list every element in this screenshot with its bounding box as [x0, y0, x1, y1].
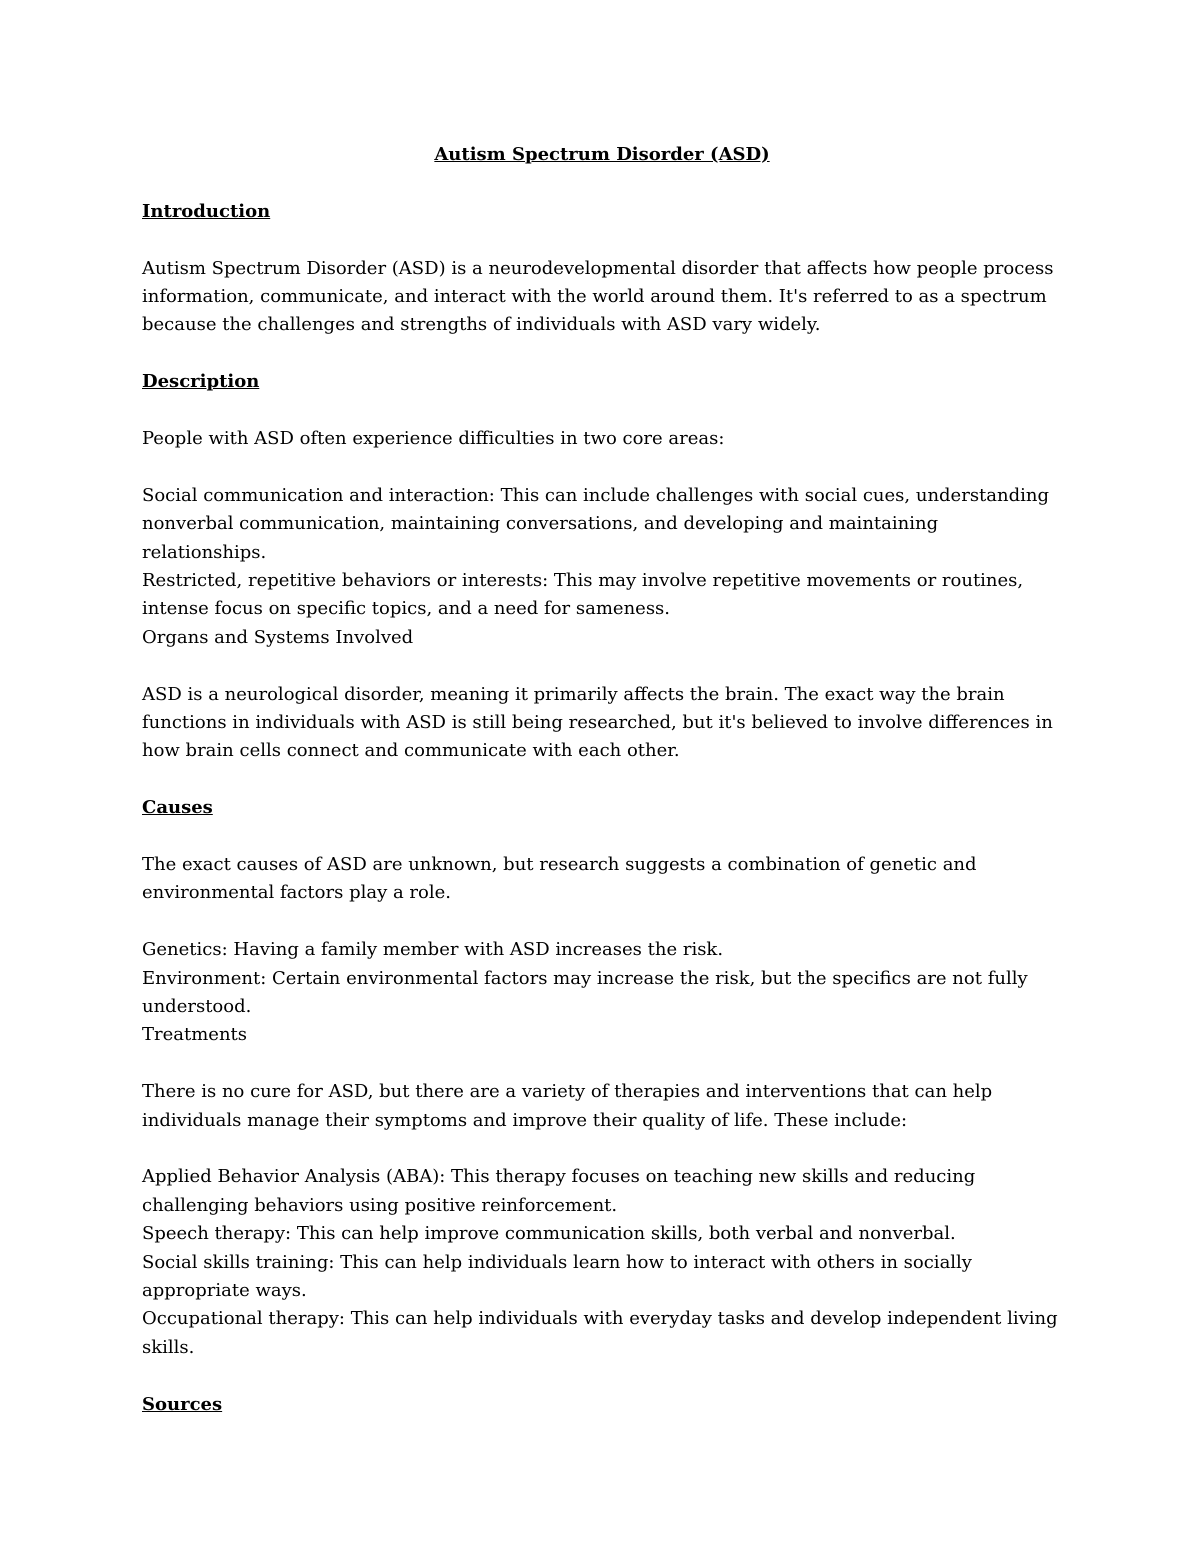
description-intro: People with ASD often experience difficulties in two core areas:	[142, 427, 725, 449]
organs-paragraph: ASD is a neurological disorder, meaning it primarily affects the brain. The exact way the brain functions in individuals with ASD is still being researched, but it's believed to involve differences in how brain cells connect and communicate with each other.	[142, 683, 1053, 762]
treatment-item-speech: Speech therapy: This can help improve communication skills, both verbal and nonverbal.	[142, 1223, 956, 1245]
heading-causes: Causes	[142, 797, 213, 819]
causes-intro: The exact causes of ASD are unknown, but research suggests a combination of genetic and environmental factors play a role.	[142, 854, 977, 904]
introduction-paragraph: Autism Spectrum Disorder (ASD) is a neurodevelopmental disorder that affects how people process information, communicate, and interact with the world around them. It's referred to as a spectrum because the challenges and strengths of individuals with ASD vary widely.	[142, 257, 1054, 336]
treatment-item-aba: Applied Behavior Analysis (ABA): This therapy focuses on teaching new skills and reducing challenging behaviors using positive reinforcement.	[142, 1166, 976, 1216]
treatments-list	[142, 1163, 1062, 1362]
description-item-organs: Organs and Systems Involved	[142, 626, 414, 648]
heading-sources: Sources	[142, 1393, 223, 1415]
document-title: Autism Spectrum Disorder (ASD)	[434, 144, 770, 165]
causes-item-treatments: Treatments	[142, 1024, 248, 1046]
causes-item-environment: Environment: Certain environmental factors may increase the risk, but the specifics are not fully understood.	[142, 967, 1028, 1018]
causes-list	[142, 936, 1062, 1050]
heading-introduction: Introduction	[142, 200, 271, 222]
description-item-repetitive: Restricted, repetitive behaviors or interests: This may involve repetitive movements or routines, intense focus on specific topics, and a need for sameness.	[142, 570, 1024, 620]
description-item-social: Social communication and interaction: This can include challenges with social cues, understanding nonverbal communication, maintaining conversations, and developing and maintaining relationships.	[142, 484, 1050, 563]
treatments-paragraph: There is no cure for ASD, but there are a variety of therapies and interventions that can help individuals manage their symptoms and improve their quality of life. These include:	[142, 1081, 993, 1131]
causes-item-genetics: Genetics: Having a family member with ASD increases the risk.	[142, 939, 724, 961]
document-body	[142, 141, 1062, 1447]
treatment-item-social-skills: Social skills training: This can help individuals learn how to interact with others in socially appropriate ways.	[142, 1251, 972, 1302]
heading-description: Description	[142, 371, 260, 393]
treatment-item-occupational: Occupational therapy: This can help individuals with everyday tasks and develop independent living skills.	[142, 1308, 1058, 1358]
description-list	[142, 482, 1062, 652]
